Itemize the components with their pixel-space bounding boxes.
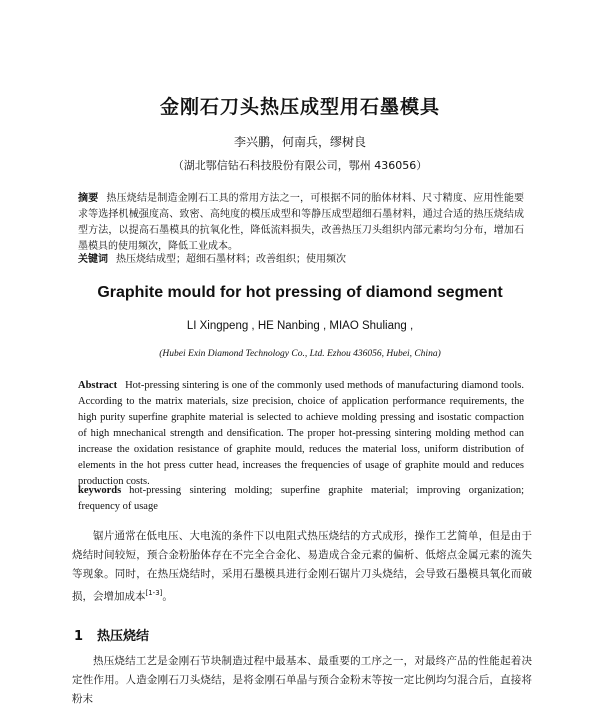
english-abstract-text: Hot-pressing sintering is one of the commonly used methods of manufacturing diamond tools. According to the matrix materials, size precision, choice of application performance requirements, the high purity superfine graphite material is selected to achieve molding pressing and isostatic compaction of high mnechanical strength and densification. The proper hot-pressing sintering molding method can increase the oxidation resistance of graphite mould, reduces the material loss, uniform distribution of elements in the hot press cutter head, increases the frequencies of usage of graphite mould and reduces production costs. (78, 380, 524, 487)
chinese-keywords (78, 252, 524, 268)
english-abstract-label: Abstract (78, 380, 118, 391)
intro-paragraph-end: 。 (162, 590, 173, 603)
intro-citation: [1-3] (145, 589, 163, 597)
chinese-abstract-label: 摘要 (78, 193, 99, 204)
english-keywords (78, 483, 524, 515)
section-paragraph: 热压烧结工艺是金刚石节块制造过程中最基本、最重要的工序之一，对最终产品的性能起着决定性作用。人造金刚石刀头烧结，是将金刚石单晶与预合金粉末等按一定比例均匀混合后，直接将粉末 (72, 655, 532, 705)
intro-paragraph-text: 锯片通常在低电压、大电流的条件下以电阻式热压烧结的方式成形，操作工艺简单，但是由于烧结时间较短，预合金粉胎体存在不完全合金化、易造成合金元素的偏析、低熔点金属元素的流失等现象。同时，在热压烧结时，采用石墨模具进行金刚石锯片刀头烧结，会导致石墨模具氧化而破损，会增加成本 (72, 530, 532, 603)
english-keywords-text: hot-pressing sintering molding; superfine graphite material; improving organization; frequency of usage (78, 485, 524, 512)
english-title: Graphite mould for hot pressing of diamond segment (97, 284, 503, 301)
english-authors: LI Xingpeng , HE Nanbing , MIAO Shuliang , (186, 320, 414, 332)
chinese-keywords-text: 热压烧结成型；超细石墨材料；改善组织；使用频次 (116, 254, 346, 265)
section-heading (74, 625, 149, 644)
chinese-abstract (78, 191, 524, 255)
section-number: 1 (74, 629, 84, 644)
section-title: 热压烧结 (97, 629, 150, 644)
chinese-affiliation: （湖北鄂信钻石科技股份有限公司，鄂州 436056） (172, 159, 428, 172)
english-affiliation: (Hubei Exin Diamond Technology Co., Ltd. Ezhou 436056, Hubei, China) (159, 349, 441, 359)
english-keywords-label: keywords (78, 485, 122, 496)
intro-paragraph (72, 527, 532, 607)
chinese-authors: 李兴鹏，何南兵，缪树良 (233, 135, 366, 149)
chinese-abstract-text: 热压烧结是制造金刚石工具的常用方法之一，可根据不同的胎体材料、尺寸精度、应用性能要求等选择机械强度高、致密、高纯度的模压成型和等静压成型超细石墨材料，通过合适的热压烧结成型方法，以提高石墨模具的抗氧化性，降低流料损失，改善热压刀头组织内部元素均匀分布，增加石墨模具的使用频次，降低工业成本。 (78, 193, 525, 252)
chinese-keywords-label: 关键词 (78, 254, 108, 265)
chinese-title: 金刚石刀头热压成型用石墨模具 (159, 96, 440, 118)
english-abstract (78, 378, 524, 490)
